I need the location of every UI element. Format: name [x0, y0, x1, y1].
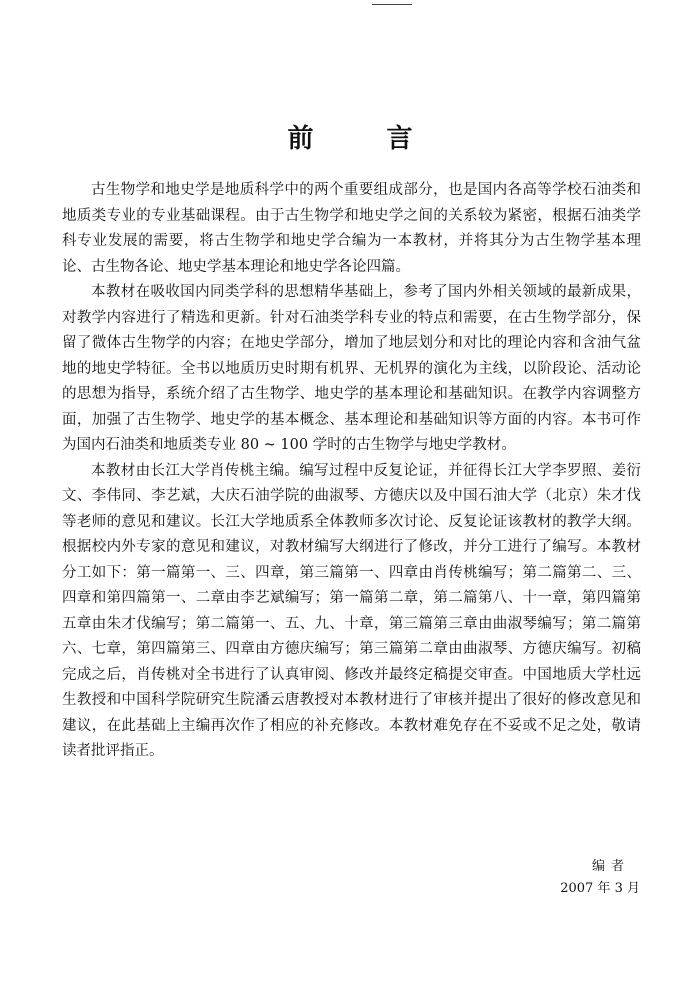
- page-title: 前 言: [287, 124, 445, 154]
- signature-author: 编者: [591, 859, 630, 874]
- signature-date: 2007 年 3 月: [560, 881, 640, 896]
- signature-block: [540, 856, 640, 900]
- paragraph-3: 本教材由长江大学肖传桃主编。编写过程中反复论证，并征得长江大学李罗照、姜衍文、李伟同、李艺斌，大庆石油学院的曲淑琴、方德庆以及中国石油大学（北京）朱才伐等老师的意见和建议。长江大学地质系全体教师多次讨论、反复论证该教材的教学大纲。根据校内外专家的意见和建议，对教材编写大纲进行了修改，并分工进行了编写。本教材分工如下：第一篇第一、三、四章，第三篇第一、四章由肖传桃编写；第二篇第二、三、四章和第四篇第一、二章由李艺斌编写；第一篇第二章，第二篇第八、十一章，第四篇第五章由朱才伐编写；第二篇第一、五、九、十章，第三篇第三章由曲淑琴编写；第二篇第六、七章，第四篇第三、四章由方德庆编写；第三篇第二章由曲淑琴、方德庆编写。初稿完成之后，肖传桃对全书进行了认真审阅、修改并最终定稿提交审查。中国地质大学杜远生教授和中国科学院研究生院潘云唐教授对本教材进行了审核并提出了很好的修改意见和建议，在此基础上主编再次作了相应的补充修改。本教材难免存在不妥或不足之处，敬请读者批评指正。: [62, 462, 641, 759]
- paragraph-2: 本教材在吸收国内同类学科的思想精华基础上，参考了国内外相关领域的最新成果，对教学内容进行了精选和更新。针对石油类学科专业的特点和需要，在古生物学部分，保留了微体古生物学的内容；在地史学部分，增加了地层划分和对比的理论内容和含油气盆地的地史学特征。全书以地质历史时期有机界、无机界的演化为主线，以阶段论、活动论的思想为指导，系统介绍了古生物学、地史学的基本理论和基础知识。在教学内容调整方面，加强了古生物学、地史学的基本概念、基本理论和基础知识等方面的内容。本书可作为国内石油类和地质类专业 80 ~ 100 学时的古生物学与地史学教材。: [62, 284, 641, 453]
- paragraph-1: 古生物学和地史学是地质科学中的两个重要组成部分，也是国内各高等学校石油类和地质类专业的专业基础课程。由于古生物学和地史学之间的关系较为紧密，根据石油类学科专业发展的需要，将古生物学和地史学合编为一本教材，并将其分为古生物学基本理论、古生物各论、地史学基本理论和地史学各论四篇。: [62, 182, 641, 275]
- top-rule: [372, 4, 412, 5]
- preface-body: [62, 178, 641, 765]
